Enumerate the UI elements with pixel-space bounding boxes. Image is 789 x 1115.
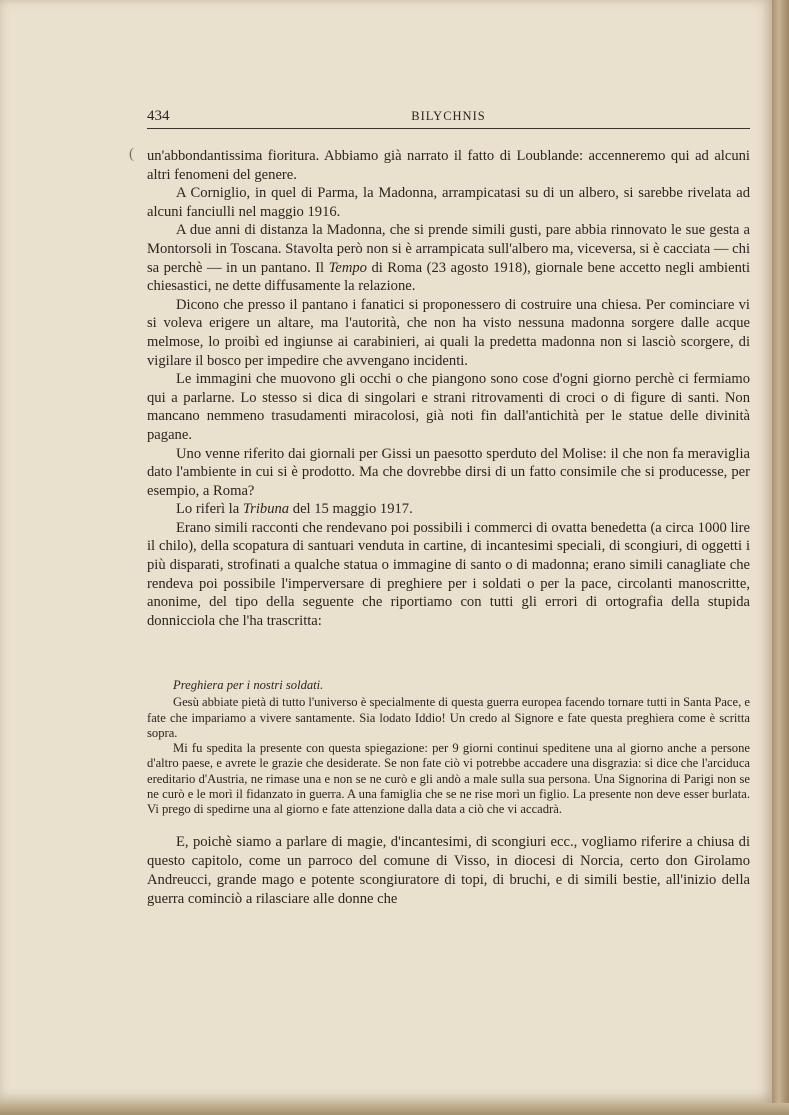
newspaper-title-tempo: Tempo — [328, 259, 367, 276]
paragraph-4: Dicono che presso il pantano i fanatici si proponessero di costruire una chiesa. Per cominciare vi si voleva erigere un altare, ma l'autorità, che non ha visto nessuna madonna sorgere dalle acque melmose, lo proibì ed ingiunse ai carabinieri, ai quali la predetta madonna non si lasciò scorgere, di vigilare il bosco per impedire che avvengano incidenti. — [147, 296, 750, 369]
page-edge-right — [772, 0, 789, 1115]
prayer-quote — [147, 678, 750, 818]
paragraph-6: Uno venne riferito dai giornali per Gissi un paesotto sperduto del Molise: il che non fa meraviglia dato l'ambiente in cui si è prodotto. Ma che dovrebbe dirsi di un fatto consimile che si producesse, per esempio, a Roma? — [147, 445, 750, 499]
paragraph-1: un'abbondantissima fioritura. Abbiamo già narrato il fatto di Loublande: accenneremo qui ad alcuni altri fenomeni del genere. — [147, 148, 750, 183]
paragraph-3-text: A due anni di distanza la Madonna, che si prende simili gusti, pare abbia rinnovato le sue gesta a Montorsoli in Toscana. Stavolta però non si è arrampicata sull'albero ma, viceversa, si è cacciata — chi sa perchè — in un pantano. Il — [147, 222, 750, 276]
newspaper-title-tribuna: Tribuna — [242, 501, 290, 518]
main-text — [147, 147, 750, 630]
paragraph-3 — [147, 221, 750, 295]
paragraph-7-cont: del 15 maggio 1917. — [292, 501, 413, 518]
prayer-title: Preghiera per i nostri soldati. — [173, 678, 324, 692]
prayer-paragraph-2: Mi fu spedita la presente con questa spiegazione: per 9 giorni continui speditene una al giorno anche a persone d'altro paese, e avrete le grazie che desiderate. Se non fate ciò vi potrebbe accadere una disgrazia: si dice che l'arciduca ereditario d'Austria, ne rimase una e non se ne curò e gli andò a male sulla sua persona. Una Signorina di Parigi non se ne curò e le morì il fidanzato in guerra. A una famiglia che se ne rise morì un figlio. La presente non deve esser burlata. Vi prego di spedirne una al giorno e fate attenzione dalla data a ciò che vi accadrà. — [147, 741, 750, 817]
paragraph-2: A Corniglio, in quel di Parma, la Madonna, arrampicatasi su di un albero, si sarebbe rivelata ad alcuni fanciulli nel maggio 1916. — [147, 185, 750, 220]
header-rule — [147, 128, 750, 129]
running-header — [147, 108, 750, 128]
prayer-paragraph-1: Gesù abbiate pietà di tutto l'universo è specialmente di questa guerra europea facendo tornare tutti in Santa Pace, e fate che impariamo a vivere santamente. Sia lodato Iddio! Un credo al Signore e fate questa preghiera come è scritta sopra. — [147, 695, 750, 740]
paragraph-7-text: Lo riferì la — [176, 501, 240, 518]
page-number: 434 — [147, 108, 170, 124]
paragraph-8: Erano simili racconti che rendevano poi possibili i commerci di ovatta benedetta (a circa 1000 lire il chilo), della scopatura di santuari venduta in cartine, di incantesimi speciali, di scongiuri, di oggetti i più disparati, strofinati a qualche statua o immagine di santo o di madonna; erano simili canagliate che rendeva poi possibile l'imperversare di preghiere per i soldati o per la pace, circolanti manoscritte, anonime, del tipo della seguente che riportiamo con tutti gli errori di ortografia della stupida donnicciola che l'ha trascritta: — [147, 519, 750, 629]
margin-mark: ( — [129, 146, 134, 162]
paragraph-5: Le immagini che muovono gli occhi o che piangono sono cose d'ogni giorno perchè ci fermiamo qui a parlarne. Lo stesso si dica di singolari e strani ritrovamenti di croci o di figure di santi. Non mancano nemmeno trasudamenti miracolosi, già noti fin dall'antichità per le statue delle divinità pagane. — [147, 371, 750, 443]
paragraph-7 — [147, 500, 750, 519]
running-title: BILYCHNIS — [411, 109, 486, 123]
closing-paragraph: E, poichè siamo a parlare di magie, d'incantesimi, di scongiuri ecc., vogliamo riferire a chiusa di questo capitolo, come un parroco del comune di Visso, in diocesi di Norcia, certo don Girolamo Andreucci, grande mago e potente scongiuratore di topi, di bruchi, e di simili bestie, all'inizio della guerra cominciò a rilasciare alle donne che — [147, 834, 750, 907]
page-edge-bottom — [0, 1103, 789, 1115]
closing-text — [147, 833, 750, 909]
paragraph-3-cont: di Roma (23 agosto 1918), giornale bene accetto negli ambienti chiesastici, ne dette diffusamente la relazione. — [147, 259, 750, 295]
